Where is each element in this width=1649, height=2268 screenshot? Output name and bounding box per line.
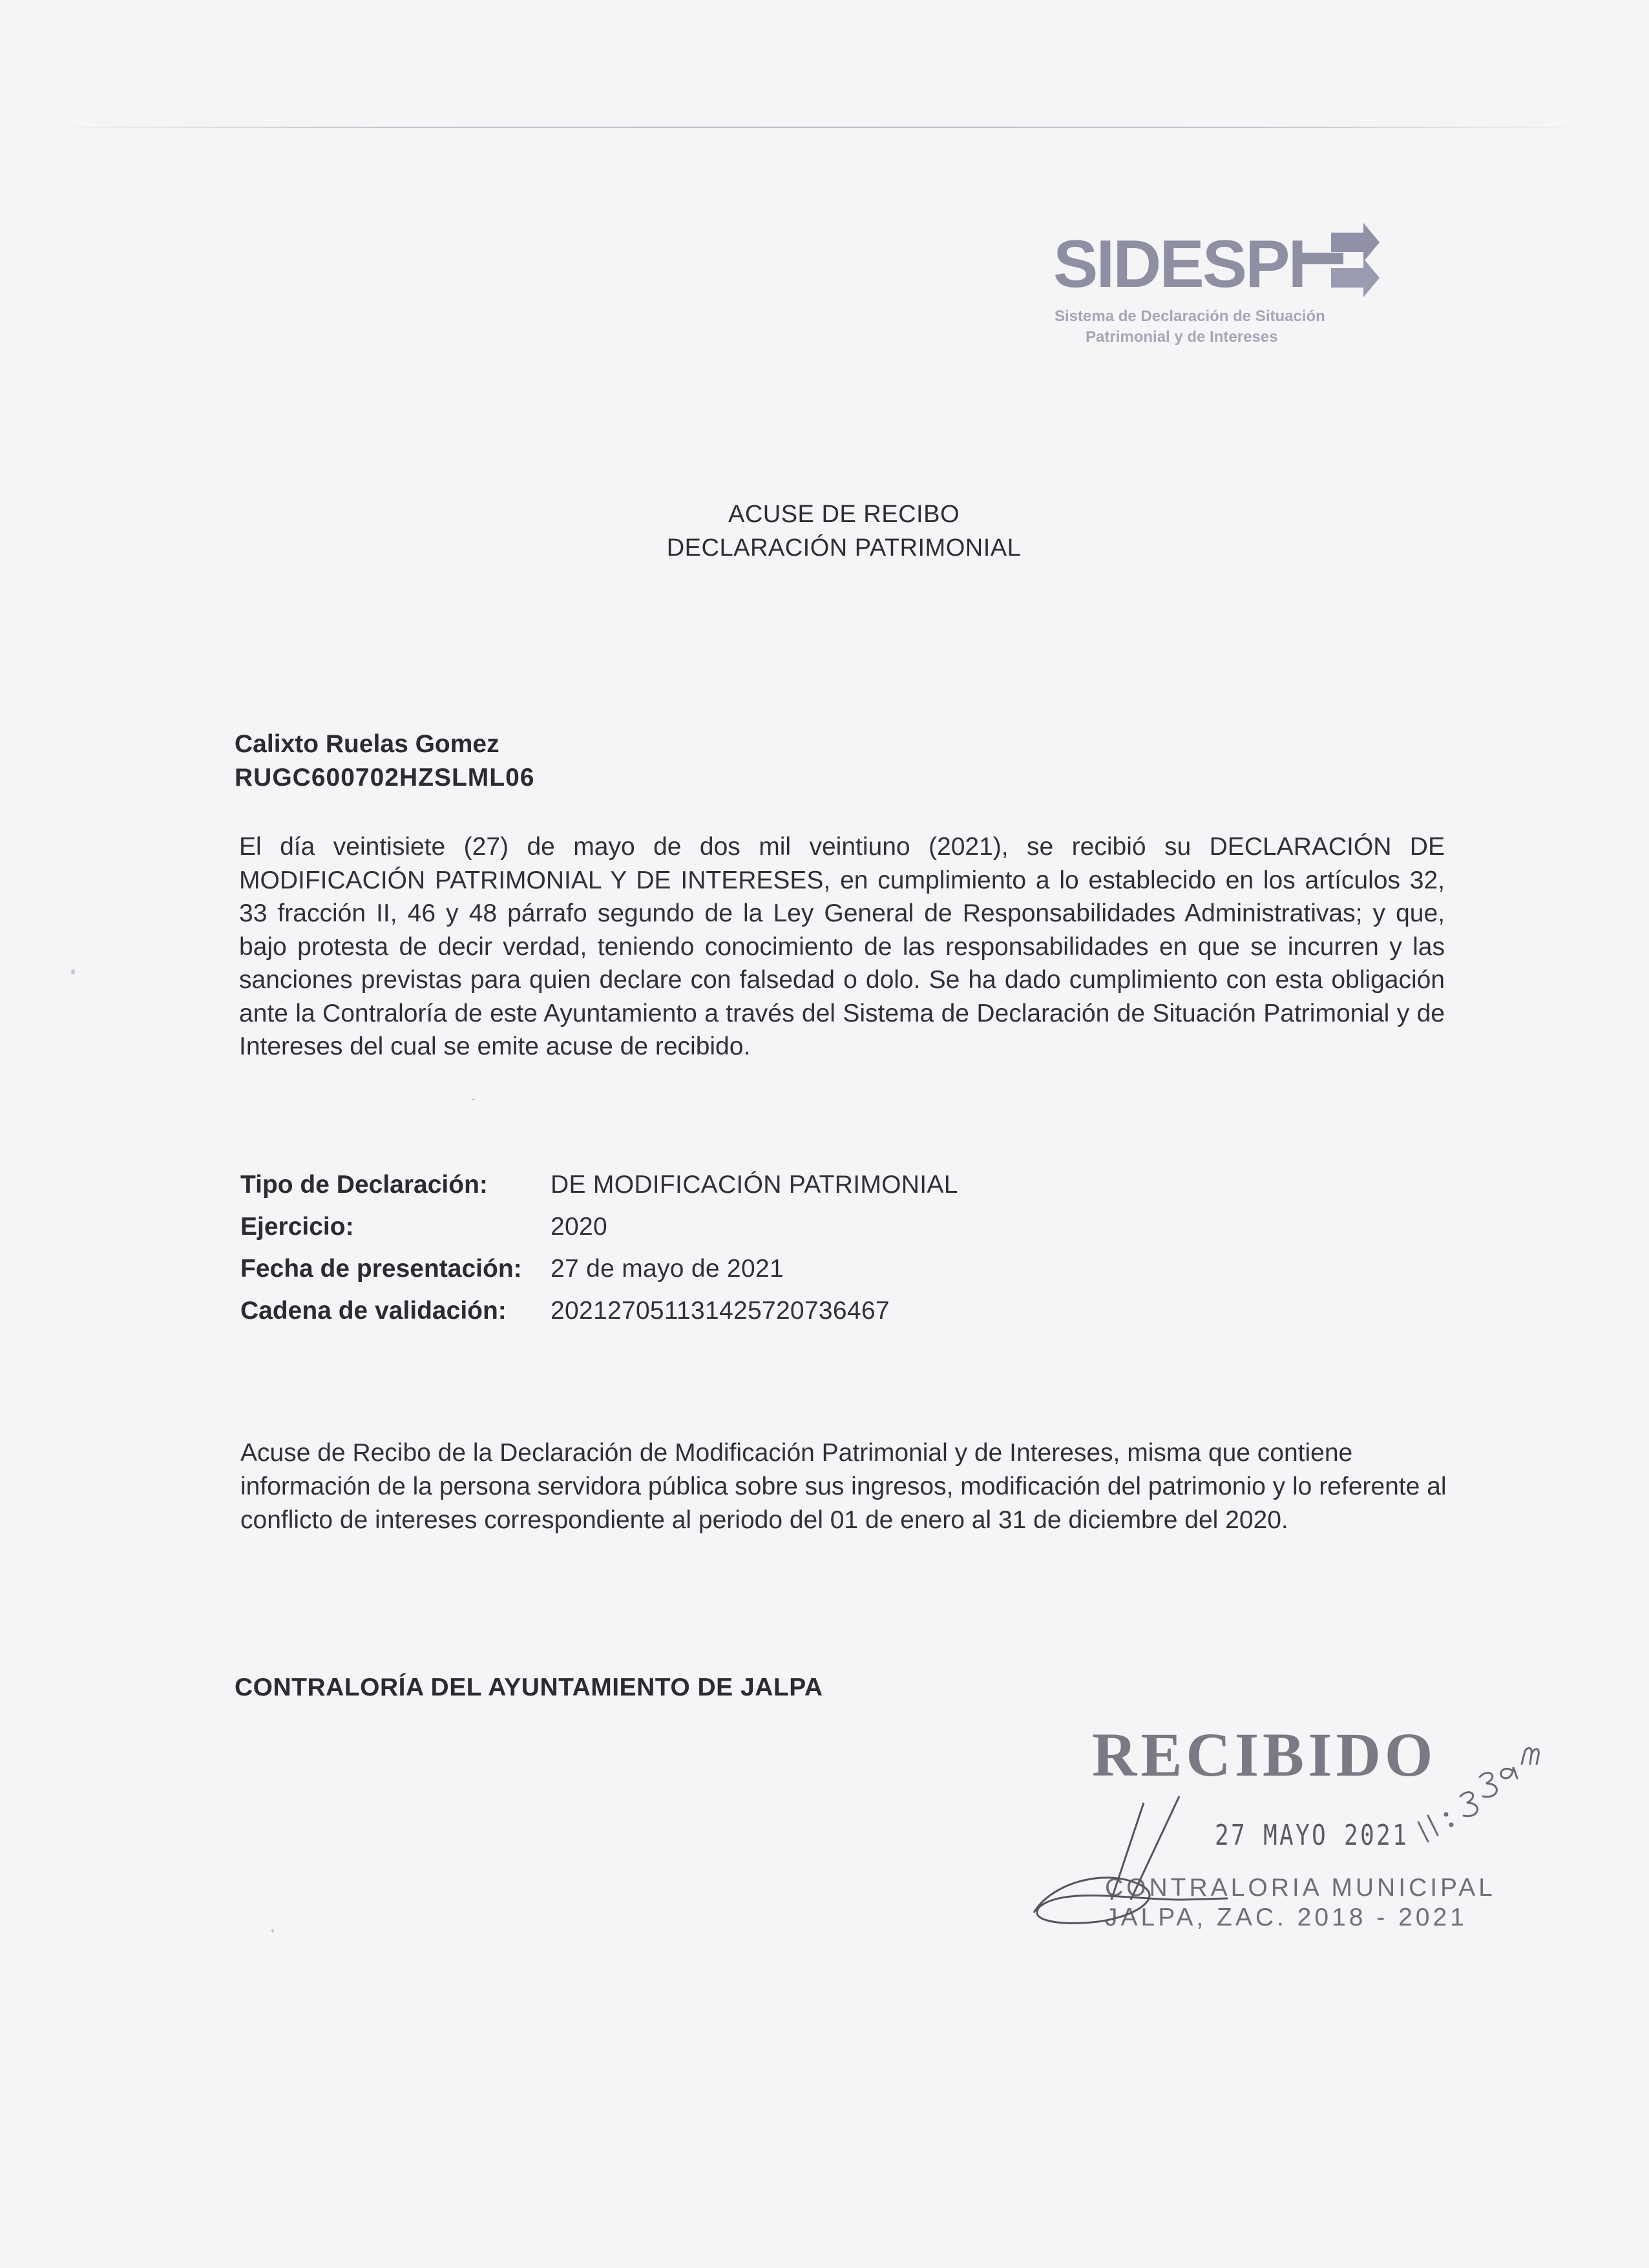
sidespi-logo bbox=[1053, 220, 1389, 355]
logo-wordmark: SIDESPI bbox=[1053, 227, 1305, 302]
scan-speck bbox=[472, 1098, 475, 1100]
detail-value: DE MODIFICACIÓN PATRIMONIAL bbox=[551, 1171, 958, 1199]
document-title-line2: DECLARACIÓN PATRIMONIAL bbox=[666, 534, 1022, 562]
handwritten-signature-and-time bbox=[1014, 1706, 1544, 1951]
detail-row-submission-date bbox=[240, 1255, 1210, 1297]
logo-subtitle-line1: Sistema de Declaración de Situación bbox=[1055, 308, 1325, 325]
detail-value: 2020 bbox=[551, 1213, 607, 1241]
detail-value: 27 de mayo de 2021 bbox=[551, 1255, 784, 1283]
stamp-date: 27 MAYO 2021 bbox=[1215, 1819, 1409, 1852]
declarant-rfc: RUGC600702HZSLML06 bbox=[235, 764, 535, 792]
detail-label: Cadena de validación: bbox=[240, 1297, 507, 1325]
detail-label: Ejercicio: bbox=[240, 1213, 354, 1241]
detail-label: Fecha de presentación: bbox=[240, 1255, 522, 1283]
stamp-office: CONTRALORIA MUNICIPAL bbox=[1105, 1874, 1496, 1902]
declaration-details bbox=[240, 1171, 1210, 1339]
arrows-icon bbox=[1286, 220, 1383, 304]
detail-row-validation-string bbox=[240, 1297, 1210, 1339]
declarant-name: Calixto Ruelas Gomez bbox=[235, 730, 499, 758]
scan-speck bbox=[71, 969, 75, 974]
detail-row-fiscal-year bbox=[240, 1213, 1210, 1255]
received-stamp bbox=[1014, 1706, 1544, 1951]
detail-label: Tipo de Declaración: bbox=[240, 1171, 488, 1199]
detail-row-type bbox=[240, 1171, 1210, 1213]
receipt-body-paragraph: El día veintisiete (27) de mayo de dos mil veintiuno (2021), se recibió su DECLARACIÓN DE MODIFICACIÓN PATRIMONIAL Y DE INTERESES, en cumplimiento a lo establecido en los artículos 32, 33 fracción II, 46 y 48 párrafo segundo de la Ley General de Responsabilidades Administrativas; y que, bajo protesta de decir verdad, teniendo conocimiento de las responsabilidades en que se incurren y las sanciones previstas para quien declare con falsedad o dolo. Se ha dado cumplimiento con esta obligación ante la Contraloría de este Ayuntamiento a través del Sistema de Declaración de Situación Patrimonial y de Intereses del cual se emite acuse de recibido. bbox=[239, 833, 1445, 1060]
top-rule bbox=[45, 127, 1596, 128]
stamp-place: JALPA, ZAC. 2018 - 2021 bbox=[1105, 1904, 1467, 1931]
logo-subtitle-line2: Patrimonial y de Intereses bbox=[1086, 328, 1278, 346]
scan-speck bbox=[271, 1929, 274, 1933]
issuing-authority: CONTRALORÍA DEL AYUNTAMIENTO DE JALPA bbox=[235, 1674, 823, 1701]
stamp-title: RECIBIDO bbox=[1092, 1720, 1437, 1789]
detail-value: 20212705113142572073646​7 bbox=[551, 1297, 890, 1325]
document-title-line1: ACUSE DE RECIBO bbox=[728, 501, 960, 528]
receipt-closing-paragraph: Acuse de Recibo de la Declaración de Modificación Patrimonial y de Intereses, misma que contiene información de la persona servidora pública sobre sus ingresos, modificación del patrimonio y lo referente al conflicto de intereses correspondiente al periodo del 01 de enero al 31 de diciembre del 2020. bbox=[240, 1439, 1447, 1534]
